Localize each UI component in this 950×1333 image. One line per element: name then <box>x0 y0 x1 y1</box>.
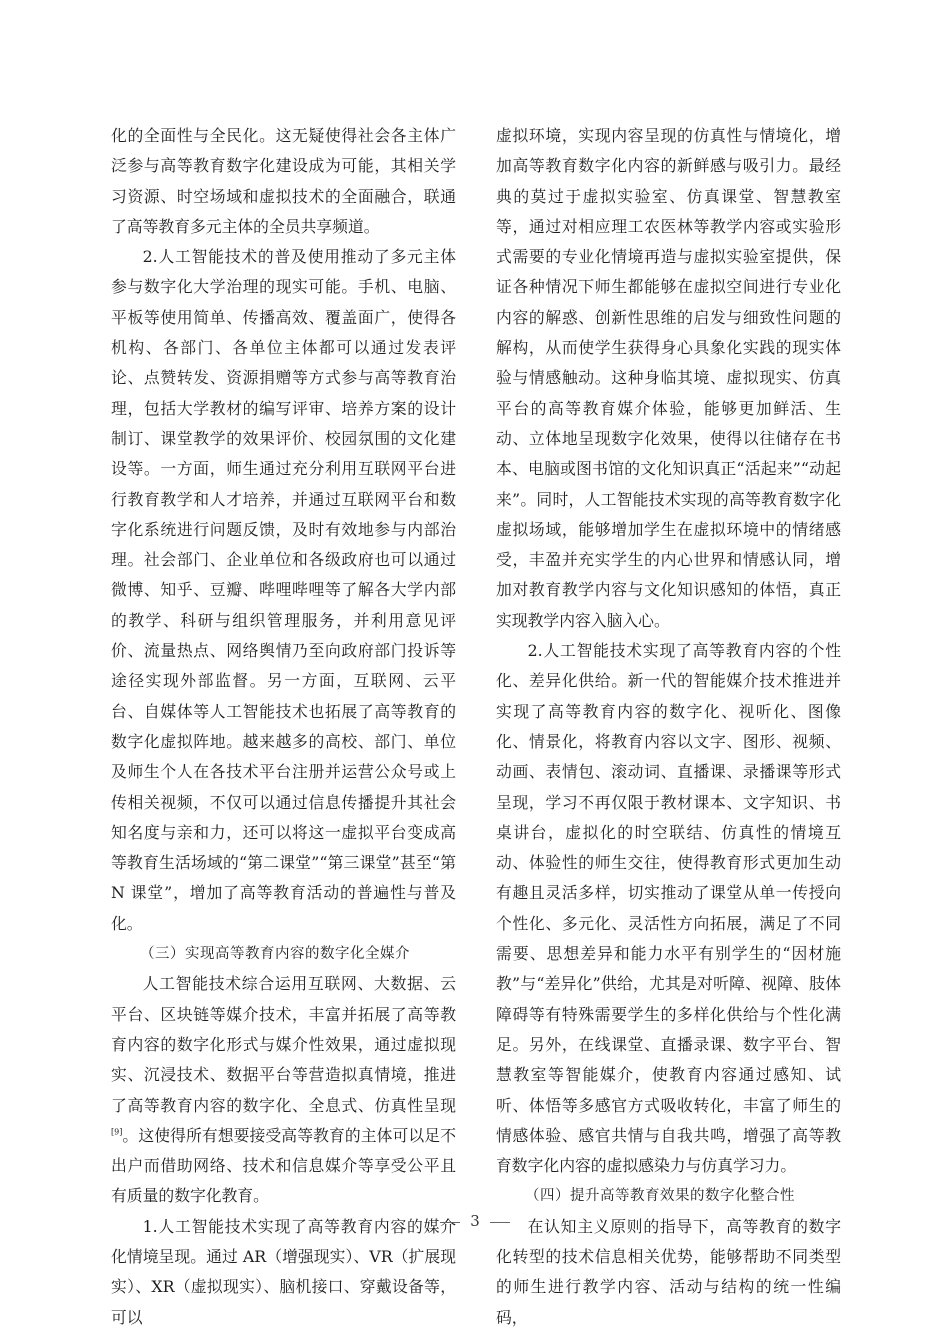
page-number: 3 <box>470 1212 480 1230</box>
section-heading: （四）提升高等教育效果的数字化整合性 <box>525 1188 795 1205</box>
paragraph: 化的全面性与全民化。这无疑使得社会各主体广泛参与高等教育数字化建设成为可能，其相关学习资源、时空场域和虚拟技术的全面融合，联通了高等教育多元主体的全员共享频道。 <box>111 126 456 236</box>
paragraph: 在认知主义原则的指导下，高等教育的数字化转型的技术信息相关优势，能够帮助不同类型的师生进行教学内容、活动与结构的统一性编码， <box>496 1216 841 1327</box>
right-column <box>496 121 841 1333</box>
paragraph: 2.人工智能技术的普及使用推动了多元主体参与数字化大学治理的现实可能。手机、电脑、平板等使用简单、传播高效、覆盖面广，使得各机构、各部门、各单位主体都可以通过发表评论、点赞转发、资源捐赠等方式参与高等教育治理，包括大学教材的编写评审、培养方案的设计制订、课堂教学的效果评价、校园氛围的文化建设等。一方面，师生通过充分利用互联网平台进行教育教学和人才培养，并通过互联网平台和数字化系统进行问题反馈，及时有效地参与内部治理。社会部门、企业单位和各级政府也可以通过微博、知乎、豆瓣、哔哩哔哩等了解各大学内部的教学、科研与组织管理服务，并利用意见评价、流量热点、网络舆情乃至向政府部门投诉等途径实现外部监督。另一方面，互联网、云平台、自媒体等人工智能技术也拓展了高等教育的数字化虚拟阵地。越来越多的高校、部门、单位及师生个人在各技术平台注册并运营公众号或上传相关视频，不仅可以通过信息传播提升其社会知名度与亲和力，还可以将这一虚拟平台变成高等教育生活场域的“第二课堂”“第三课堂”甚至“第 N 课堂”，增加了高等教育活动的普遍性与普及化。 <box>111 247 456 933</box>
section-heading: （三）实现高等教育内容的数字化全媒介 <box>140 946 410 963</box>
paragraph: 2.人工智能技术实现了高等教育内容的个性化、差异化供给。新一代的智能媒介技术推进并实现了高等教育内容的数字化、视听化、图像化、情景化，将教育内容以文字、图形、视频、动画、表情包、滚动词、直播课、录播课等形式呈现，学习不再仅限于教材课本、文字知识、书桌讲台，虚拟化的时空联结、仿真性的情境互动、体验性的师生交往，使得教育形式更加生动有趣且灵活多样，切实推动了课堂从单一传授向个性化、多元化、灵活性方向拓展，满足了不同需要、思想差异和能力水平有别学生的“因材施教”与“差异化”供给，尤其是对听障、视障、肢体障碍等有特殊需要学生的多样化供给与个性化满足。另外，在线课堂、直播录课、数字平台、智慧教室等智能媒介，使教育内容通过感知、试听、体悟等多感官方式吸收转化，丰富了师生的情感体验、感官共情与自我共鸣，增强了高等教育数字化内容的虚拟感染力与仿真学习力。 <box>496 641 841 1176</box>
paragraph <box>111 969 456 1211</box>
paragraph: 虚拟环境，实现内容呈现的仿真性与情境化，增加高等教育数字化内容的新鲜感与吸引力。最经典的莫过于虚拟实验室、仿真课堂、智慧教室等，通过对相应理工农医林等教学内容或实验形式需要的专业化情境再造与虚拟实验室提供，保证各种情况下师生都能够在虚拟空间进行专业化内容的解惑、创新性思维的启发与细致性问题的解构，从而使学生获得身心具象化实践的现实体验与情感触动。这种身临其境、虚拟现实、仿真平台的高等教育媒介体验，能够更加鲜活、生动、立体地呈现数字化效果，使得以往储存在书本、电脑或图书馆的文化知识真正“活起来”“动起来”。同时，人工智能技术实现的高等教育数字化虚拟场域，能够增加学生在虚拟环境中的情绪感受，丰盈并充实学生的内心世界和情感认同，增加对教育教学内容与文化知识感知的体悟，真正实现教学内容入脑入心。 <box>496 126 841 630</box>
footer-dash <box>440 1222 460 1223</box>
footer-dash <box>490 1222 510 1223</box>
paragraph: 1.人工智能技术实现了高等教育内容的媒介化情境呈现。通过 AR（增强现实）、VR（扩展现实）、XR（虚拟现实）、脑机接口、穿戴设备等，可以 <box>111 1216 456 1327</box>
page-footer <box>0 1212 950 1230</box>
paragraph-text: 人工智能技术综合运用互联网、大数据、云平台、区块链等媒介技术，丰富并拓展了高等教育内容的数字化形式与媒介性效果，通过虚拟现实、沉浸技术、数据平台等营造拟真情境，推进了高等教育内容的数字化、全息式、仿真性呈现 <box>111 974 456 1115</box>
left-column <box>111 121 456 1333</box>
citation-ref: [9] <box>111 1127 123 1137</box>
paragraph-text: 。这使得所有想要接受高等教育的主体可以足不出户而借助网络、技术和信息媒介等享受公平且有质量的数字化教育。 <box>111 1125 456 1206</box>
